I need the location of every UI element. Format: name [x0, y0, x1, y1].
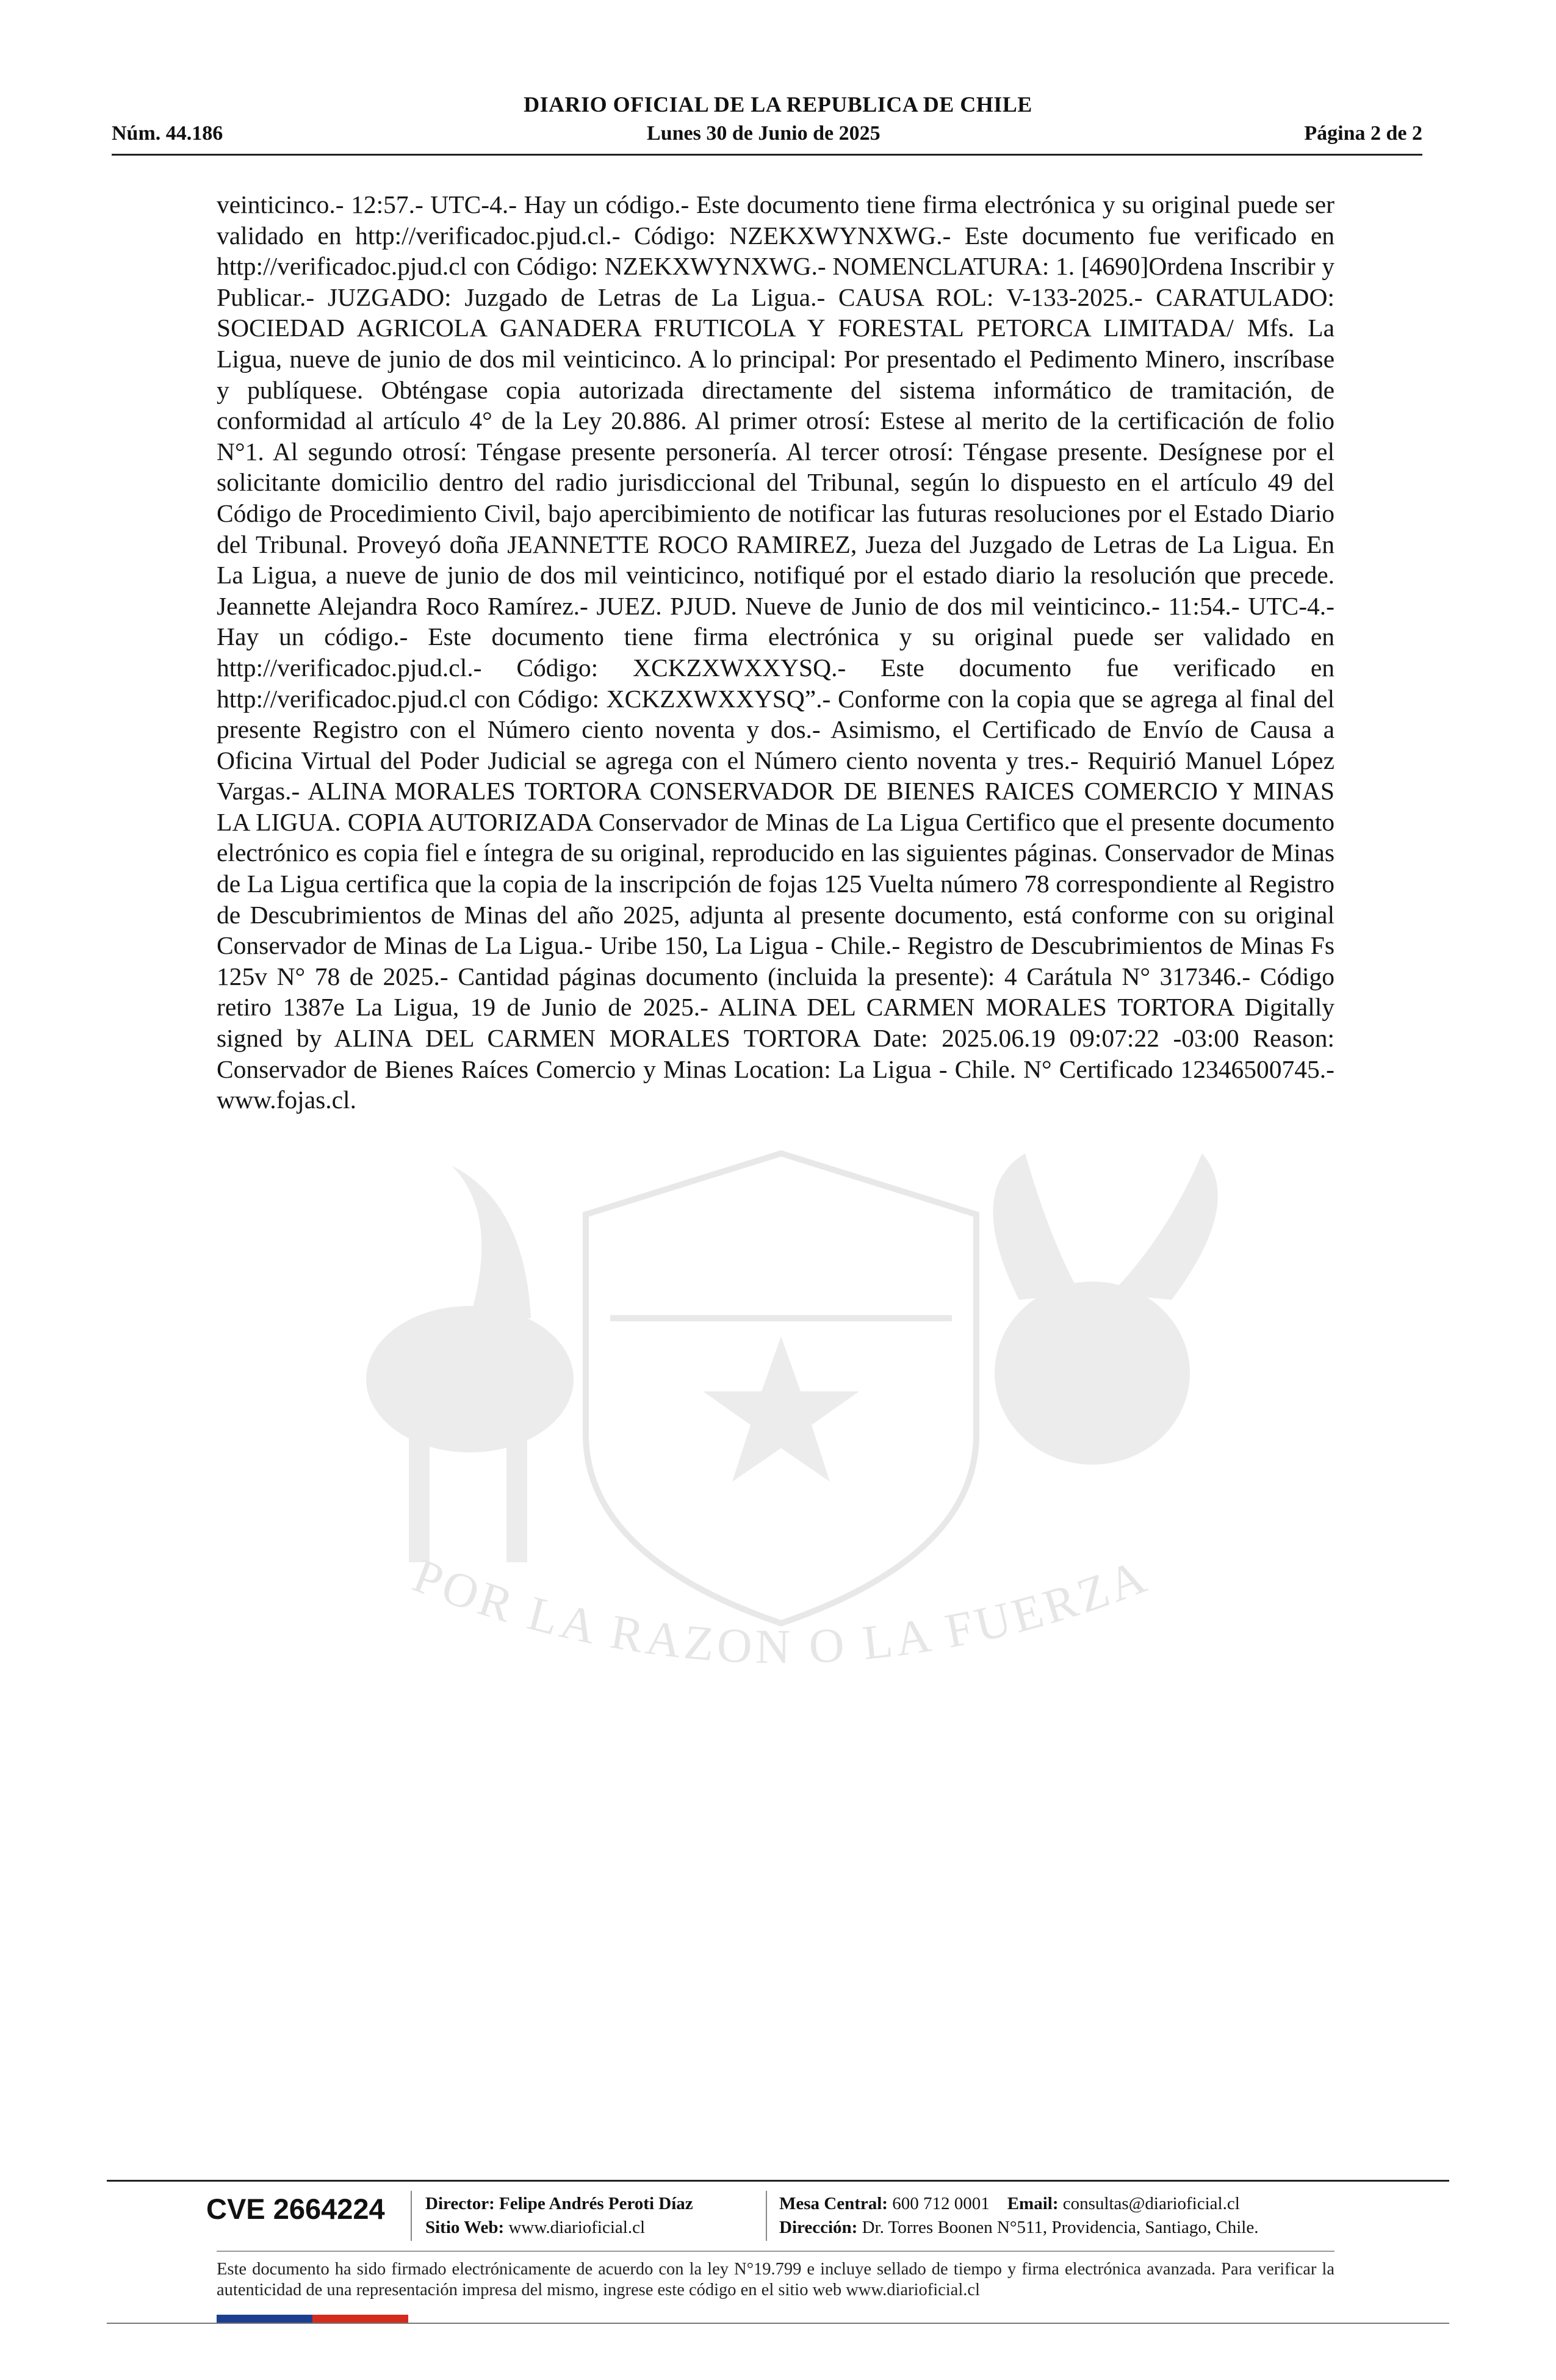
cve-code: CVE 2664224 [206, 2193, 385, 2225]
issue-number: Núm. 44.186 [112, 122, 223, 145]
website-link[interactable]: www.diarioficial.cl [508, 2218, 646, 2237]
website-label: Sitio Web: [425, 2218, 505, 2237]
address-text: Dr. Torres Boonen N°511, Providencia, Santiago, Chile. [862, 2218, 1259, 2237]
director-name: Felipe Andrés Peroti Díaz [499, 2194, 693, 2213]
header-row [112, 122, 1422, 145]
phone-label: Mesa Central: [779, 2194, 888, 2213]
footer-divider-bottom [107, 2323, 1449, 2324]
page-indicator: Página 2 de 2 [1304, 122, 1422, 145]
email-link[interactable]: consultas@diarioficial.cl [1062, 2194, 1240, 2213]
flag-color-bar [217, 2315, 408, 2323]
coat-of-arms-watermark-icon [268, 1117, 1294, 1666]
footer-contact-block [779, 2192, 1258, 2240]
svg-text:POR LA RAZON O LA FUERZA: POR LA RAZON O LA FUERZA [406, 1548, 1156, 1666]
phone-number: 600 712 0001 [892, 2194, 990, 2213]
email-label: Email: [1007, 2194, 1059, 2213]
footer-separator [411, 2191, 412, 2241]
footer-separator [766, 2191, 767, 2241]
publication-title: DIARIO OFICIAL DE LA REPUBLICA DE CHILE [524, 92, 1032, 117]
header-divider [112, 154, 1422, 156]
footer-divider-top [107, 2180, 1449, 2182]
footer-director-block [425, 2192, 693, 2240]
footer-divider-middle [217, 2251, 1334, 2252]
director-label: Director: [425, 2194, 495, 2213]
body-text: veinticinco.- 12:57.- UTC-4.- Hay un código.- Este documento tiene firma electrónica y su original puede ser validado en http://verificadoc.pjud.cl.- Código: NZEKXWYNXWG.- Este documento fue verificado en http://verificadoc.pjud.cl con Código: NZEKXWYNXWG.- NOMENCLATURA: 1. [4690]Ordena Inscribir y Publicar.- JUZGADO: Juzgado de Letras de La Ligua.- CAUSA ROL: V-133-2025.- CARATULADO: SOCIEDAD AGRICOLA GANADERA FRUTICOLA Y FORESTAL PETORCA LIMITADA/ Mfs. La Ligua, nueve de junio de dos mil veinticinco. A lo principal: Por presentado el Pedimento Minero, inscríbase y publíquese. Obténgase copia autorizada directamente del sistema informático de tramitación, de conformidad al artículo 4° de la Ley 20.886. Al primer otrosí: Estese al merito de la certificación de folio N°1. Al segundo otrosí: Téngase presente personería. Al tercer otrosí: Téngase presente. Desígnese por el solicitante domicilio dentro del radio jurisdiccional del Tribunal, según lo dispuesto en el artículo 49 del Código de Procedimiento Civil, bajo apercibimiento de notificar las futuras resoluciones por el Estado Diario del Tribunal. Proveyó doña JEANNETTE ROCO RAMIREZ, Jueza del Juzgado de Letras de La Ligua. En La Ligua, a nueve de junio de dos mil veinticinco, notifiqué por el estado diario la resolución que precede. Jeannette Alejandra Roco Ramírez.- JUEZ. PJUD. Nueve de Junio de dos mil veinticinco.- 11:54.- UTC-4.- Hay un código.- Este documento tiene firma electrónica y su original puede ser validado en http://verificadoc.pjud.cl.- Código: XCKZXWXXYSQ.- Este documento fue verificado en http://verificadoc.pjud.cl con Código: XCKZXWXXYSQ”.- Conforme con la copia que se agrega al final del presente Registro con el Número ciento noventa y dos.- Asimismo, el Certificado de Envío de Causa a Oficina Virtual del Poder Judicial se agrega con el Número ciento noventa y tres.- Requirió Manuel López Vargas.- ALINA MORALES TORTORA CONSERVADOR DE BIENES RAICES COMERCIO Y MINAS LA LIGUA. COPIA AUTORIZADA Conservador de Minas de La Ligua Certifico que el presente documento electrónico es copia fiel e íntegra de su original, reproducido en las siguientes páginas. Conservador de Minas de La Ligua certifica que la copia de la inscripción de fojas 125 Vuelta número 78 correspondiente al Registro de Descubrimientos de Minas del año 2025, adjunta al presente documento, está conforme con su original Conservador de Minas de La Ligua.- Uribe 150, La Ligua - Chile.- Registro de Descubrimientos de Minas Fs 125v N° 78 de 2025.- Cantidad páginas documento (incluida la presente): 4 Carátula N° 317346.- Código retiro 1387e La Ligua, 19 de Junio de 2025.- ALINA DEL CARMEN MORALES TORTORA Digitally signed by ALINA DEL CARMEN MORALES TORTORA Date: 2025.06.19 09:07:22 -03:00 Reason: Conservador de Bienes Raíces Comercio y Minas Location: La Ligua - Chile. N° Certificado 12346500745.- www.fojas.cl. [217, 190, 1334, 1114]
flag-red-segment [312, 2315, 408, 2323]
issue-date: Lunes 30 de Junio de 2025 [647, 122, 881, 145]
footer-note: Este documento ha sido firmado electrónicamente de acuerdo con la ley N°19.799 e incluye sellado de tiempo y firma electrónica avanzada. Para verificar la autenticidad de una representación impresa del mismo, ingrese este código en el sitio web www.diarioficial.cl [217, 2260, 1334, 2299]
flag-blue-segment [217, 2315, 312, 2323]
address-label: Dirección: [779, 2218, 858, 2237]
